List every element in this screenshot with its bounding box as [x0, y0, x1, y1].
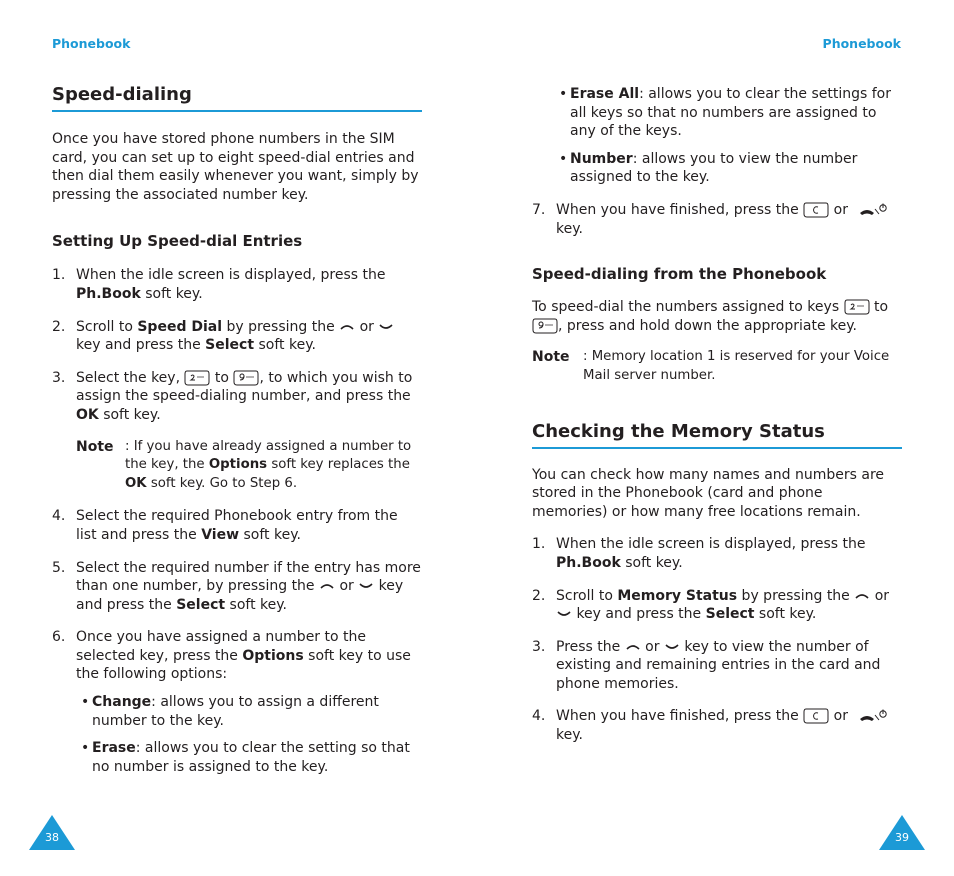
step-bold: Memory Status — [617, 587, 738, 604]
left-column — [52, 84, 422, 776]
step-text: key to view the number of existing and remaining entries in the card and phone memories. — [556, 638, 881, 692]
step-number: 2. — [532, 587, 546, 604]
option-text: : allows you to view the number assigned to the key. — [570, 150, 858, 186]
step-text: Once you have assigned a number to the selected key, press the — [76, 629, 366, 664]
speed-dial-paragraph — [532, 298, 902, 335]
subsection-title-from-phonebook: Speed-dialing from the Phonebook — [532, 265, 827, 284]
step-2 — [52, 318, 422, 355]
step-bold: Speed Dial — [137, 318, 222, 335]
subsection-title-setup: Setting Up Speed-dial Entries — [52, 232, 303, 251]
clear-key-icon — [803, 202, 829, 218]
step-text: , to which you wish to assign the speed-dialing number, and press the — [76, 369, 413, 405]
step-text: key and press the — [572, 606, 706, 623]
note-text: soft key replaces the — [267, 457, 410, 473]
up-arrow-key-icon — [625, 642, 641, 652]
step-number: 4. — [52, 508, 66, 525]
option-bold: Erase All — [570, 86, 640, 102]
step-number: 6. — [52, 629, 66, 646]
memory-step-2 — [532, 587, 902, 624]
step-text: When the idle screen is displayed, press the — [76, 267, 386, 284]
step-text: or — [640, 638, 664, 655]
step-3 — [52, 369, 422, 425]
step-number: 7. — [532, 201, 546, 218]
step-text: Scroll to — [76, 318, 138, 335]
bullet: • — [559, 86, 568, 102]
options-list-continued — [532, 85, 902, 187]
running-header-right: Phonebook — [822, 36, 901, 51]
up-arrow-key-icon — [319, 581, 335, 591]
down-arrow-key-icon — [358, 581, 374, 591]
section-title-memory-status: Checking the Memory Status — [532, 420, 825, 442]
option-text: : allows you to clear the settings for all keys so that no numbers are assigned to any of the keys. — [570, 86, 891, 140]
step-text: by pressing the — [737, 587, 855, 604]
step-number: 2. — [52, 318, 66, 335]
step-text: soft key. — [140, 285, 203, 302]
step-text: by pressing the — [222, 318, 340, 335]
page-number-right — [879, 815, 925, 850]
up-arrow-key-icon — [339, 322, 355, 332]
title-rule — [532, 447, 902, 449]
paragraph-text: To speed-dial the numbers assigned to keys — [532, 299, 844, 316]
key-2-icon — [184, 369, 210, 387]
title-rule — [52, 110, 422, 112]
memory-step-3 — [532, 638, 902, 694]
step-text: or — [355, 318, 379, 335]
page-number-text: 38 — [45, 831, 59, 844]
step-bold: Select — [705, 606, 755, 623]
step-number: 3. — [52, 369, 66, 386]
step-text: key. — [556, 727, 583, 744]
step-bold: Select — [176, 596, 226, 613]
down-arrow-key-icon — [378, 322, 394, 332]
note-label: Note — [532, 349, 570, 366]
intro-paragraph: Once you have stored phone numbers in the SIM card, you can set up to eight speed-dial entries and then dial them easily whenever you want, simply by pressing the associated number key. — [52, 131, 419, 203]
step-bold: Options — [242, 647, 304, 664]
end-key-icon — [858, 708, 888, 724]
step-text: When you have finished, press the — [556, 201, 804, 218]
note-text: : Memory location 1 is reserved for your Voice Mail server number. — [583, 349, 890, 383]
step-6 — [52, 628, 422, 684]
option-text: : allows you to assign a different number to the key. — [92, 694, 379, 729]
step-number: 4. — [532, 708, 546, 725]
step-text: soft key. — [225, 596, 287, 613]
down-arrow-key-icon — [556, 609, 572, 619]
paragraph-text: to — [869, 299, 889, 316]
step-text: When the idle screen is displayed, press the — [556, 536, 866, 553]
note-text: soft key. Go to Step 6. — [146, 475, 298, 491]
step-text: soft key. — [254, 337, 316, 354]
option-change — [76, 693, 422, 730]
memory-step-1 — [532, 535, 902, 572]
step-text: soft key. — [754, 606, 817, 623]
step-text: When you have finished, press the — [556, 708, 804, 725]
option-bold: Erase — [92, 740, 136, 757]
step-bold: Ph.Book — [556, 554, 621, 571]
key-9-icon — [532, 317, 558, 335]
option-erase — [76, 739, 422, 776]
step-number: 5. — [52, 559, 66, 576]
step-5 — [52, 559, 422, 615]
note-options — [76, 438, 422, 494]
step-text: or — [870, 587, 890, 604]
step-text: or — [829, 201, 853, 218]
step-bold: OK — [76, 406, 99, 423]
step-text: key and press the — [76, 337, 206, 354]
step-text: Select the required number if the entry has more than one number, by pressing the — [76, 559, 421, 595]
option-erase-all — [554, 85, 902, 141]
right-column — [532, 85, 902, 745]
step-bold: View — [201, 526, 240, 543]
step-text: or — [335, 578, 359, 595]
option-text: : allows you to clear the setting so that no number is assigned to the key. — [92, 740, 410, 775]
step-text: key and press the — [76, 578, 404, 613]
step-bold: Ph.Book — [76, 285, 141, 302]
step-1 — [52, 266, 422, 303]
running-header-left: Phonebook — [52, 36, 131, 51]
memory-intro-paragraph: You can check how many names and numbers are stored in the Phonebook (card and phone memories) or how many free locations remain. — [532, 466, 885, 520]
section-title-speed-dialing: Speed-dialing — [52, 84, 192, 105]
option-bold: Number — [570, 150, 633, 167]
key-9-icon — [233, 369, 259, 387]
option-number — [554, 150, 902, 187]
bullet: • — [559, 150, 568, 167]
step-text: Select the key, — [76, 369, 185, 386]
step-text: or — [829, 708, 853, 725]
step-7 — [532, 201, 902, 238]
step-number: 1. — [532, 536, 546, 553]
note-text: : If you have already assigned a number to the key, the — [125, 438, 412, 473]
options-list — [52, 693, 422, 776]
note-label: Note — [76, 438, 114, 455]
memory-step-4 — [532, 707, 902, 744]
step-text: soft key. — [98, 406, 161, 423]
step-text: soft key to use the following options: — [76, 647, 411, 683]
end-key-icon — [858, 202, 888, 218]
step-bold: Select — [205, 337, 255, 354]
page-number-text: 39 — [895, 831, 909, 844]
page-number-left — [29, 815, 75, 850]
step-text: Press the — [556, 638, 625, 655]
step-number: 1. — [52, 267, 66, 284]
note-block — [52, 438, 422, 494]
step-4 — [52, 507, 422, 544]
step-text: to — [210, 369, 234, 386]
bullet: • — [81, 694, 90, 711]
note-bold: OK — [125, 475, 147, 491]
up-arrow-key-icon — [854, 591, 870, 601]
option-bold: Change — [92, 694, 152, 711]
note-bold: Options — [208, 457, 268, 473]
clear-key-icon — [803, 708, 829, 724]
step-text: key. — [556, 220, 583, 237]
step-text: soft key. — [239, 526, 301, 543]
bullet: • — [81, 740, 90, 757]
note-voice-mail — [532, 348, 902, 385]
step-text: Scroll to — [556, 587, 618, 604]
key-2-icon — [844, 298, 870, 316]
down-arrow-key-icon — [664, 642, 680, 652]
step-number: 3. — [532, 638, 546, 655]
paragraph-text: , press and hold down the appropriate key. — [558, 317, 857, 334]
step-text: soft key. — [620, 554, 683, 571]
step-text: Select the required Phonebook entry from the list and press the — [76, 508, 398, 543]
